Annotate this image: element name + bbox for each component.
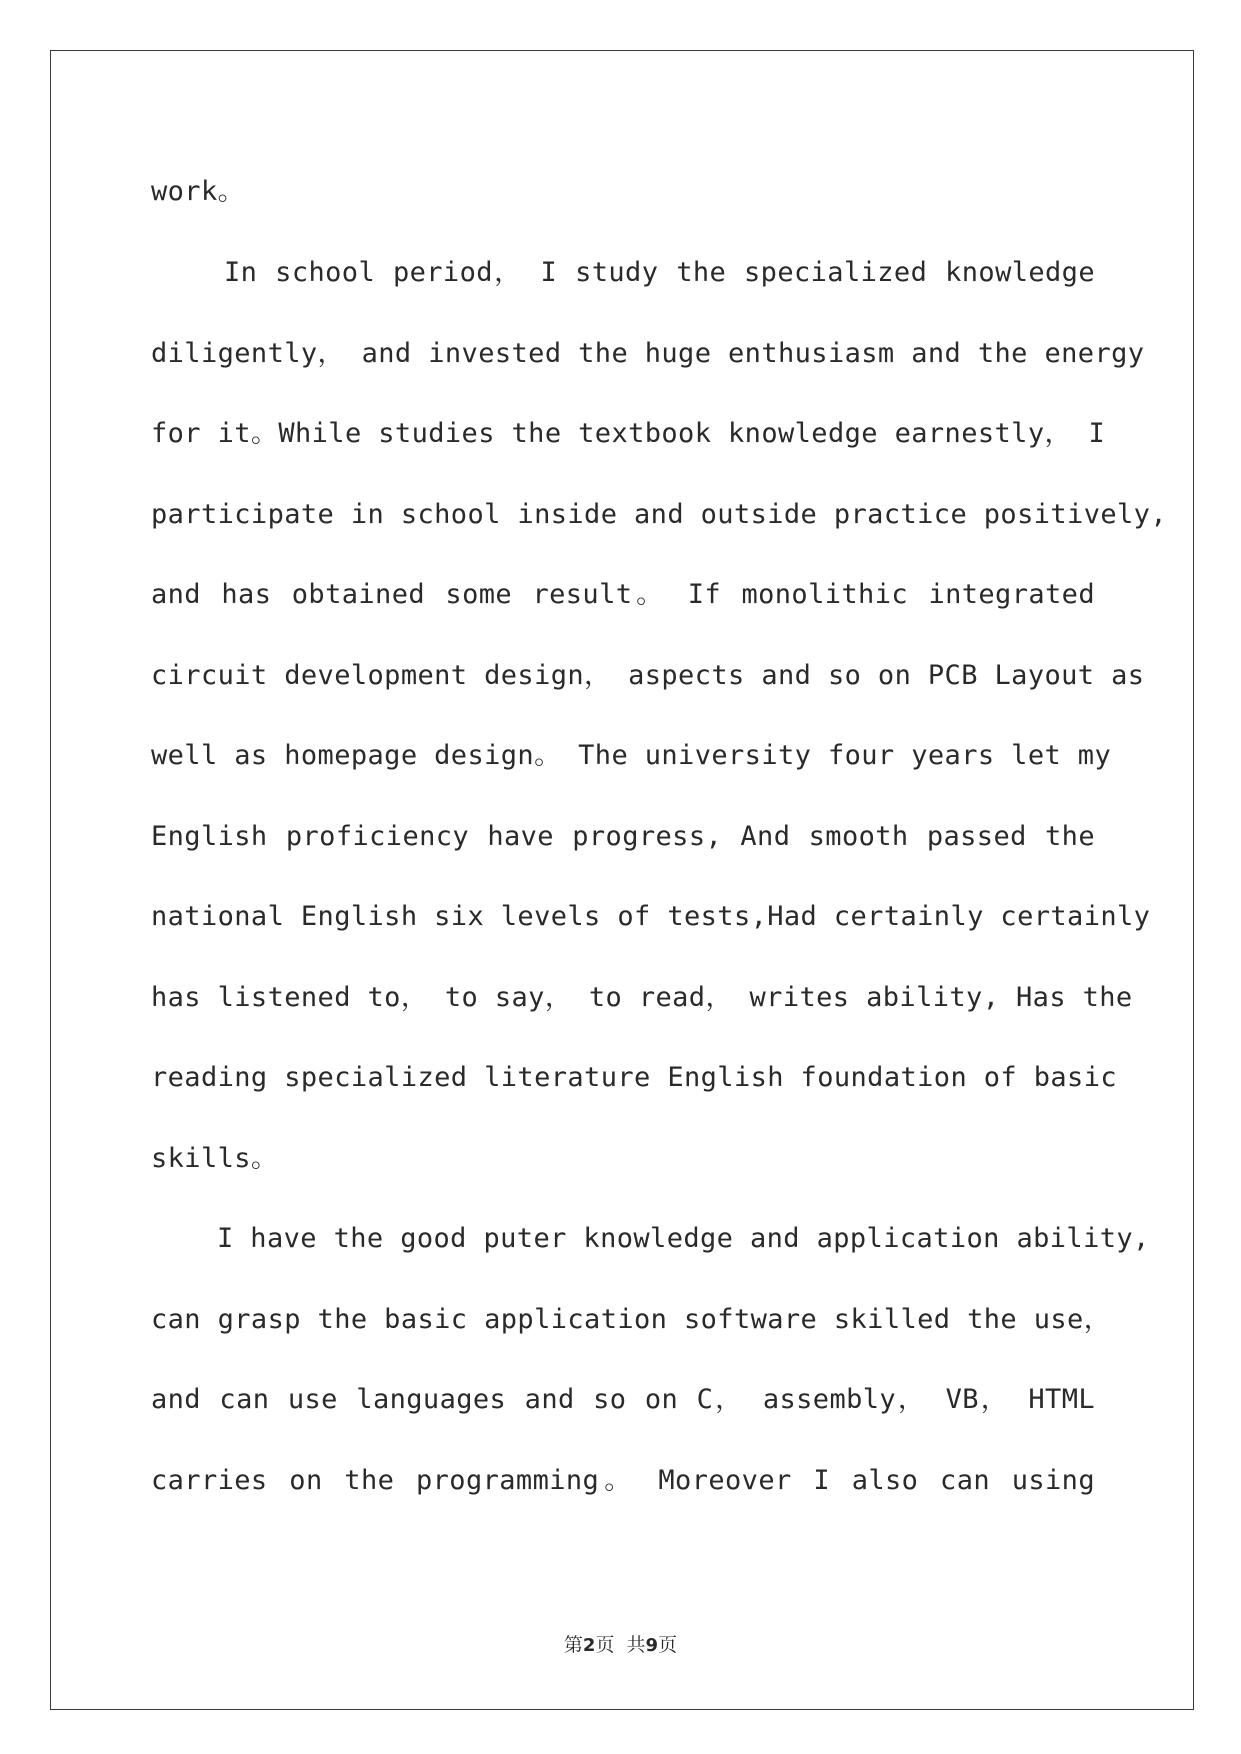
text-line: work。 [151,176,246,207]
current-page-number: 2 [582,1635,596,1656]
page-label-prefix: 第 [563,1634,583,1656]
text-line: carries on the programming。 Moreover I also can using [151,1465,1095,1496]
text-line: well as homepage design。 The university four years let my [151,740,1112,771]
text-line: and can use languages and so on C， assembly， VB， HTML [151,1384,1095,1415]
page-label-suffix: 页 [658,1634,678,1656]
text-line: reading specialized literature English foundation of basic [151,1062,1118,1093]
text-line: national English six levels of tests,Had certainly certainly [151,901,1151,932]
text-line: has listened to， to say， to read， writes ability, Has the [151,982,1133,1013]
text-line: In school period， I study the specialized knowledge [224,257,1095,288]
text-line: can grasp the basic application software skilled the use， [151,1304,1112,1335]
text-line: English proficiency have progress, And smooth passed the [151,821,1095,852]
text-line: and has obtained some result。 If monolithic integrated [151,579,1095,610]
text-line: for it。While studies the textbook knowledge earnestly， I [151,418,1106,449]
page-label-mid: 页 共 [595,1634,646,1656]
total-page-number: 9 [645,1635,659,1656]
text-line: circuit development design， aspects and so on PCB Layout as [151,660,1145,691]
text-line: participate in school inside and outside practice positively, [151,499,1167,530]
text-line: I have the good puter knowledge and application ability, [217,1223,1150,1254]
page-footer [0,1632,1241,1659]
text-line: diligently， and invested the huge enthusiasm and the energy [151,338,1145,369]
text-line: skills。 [151,1143,279,1174]
